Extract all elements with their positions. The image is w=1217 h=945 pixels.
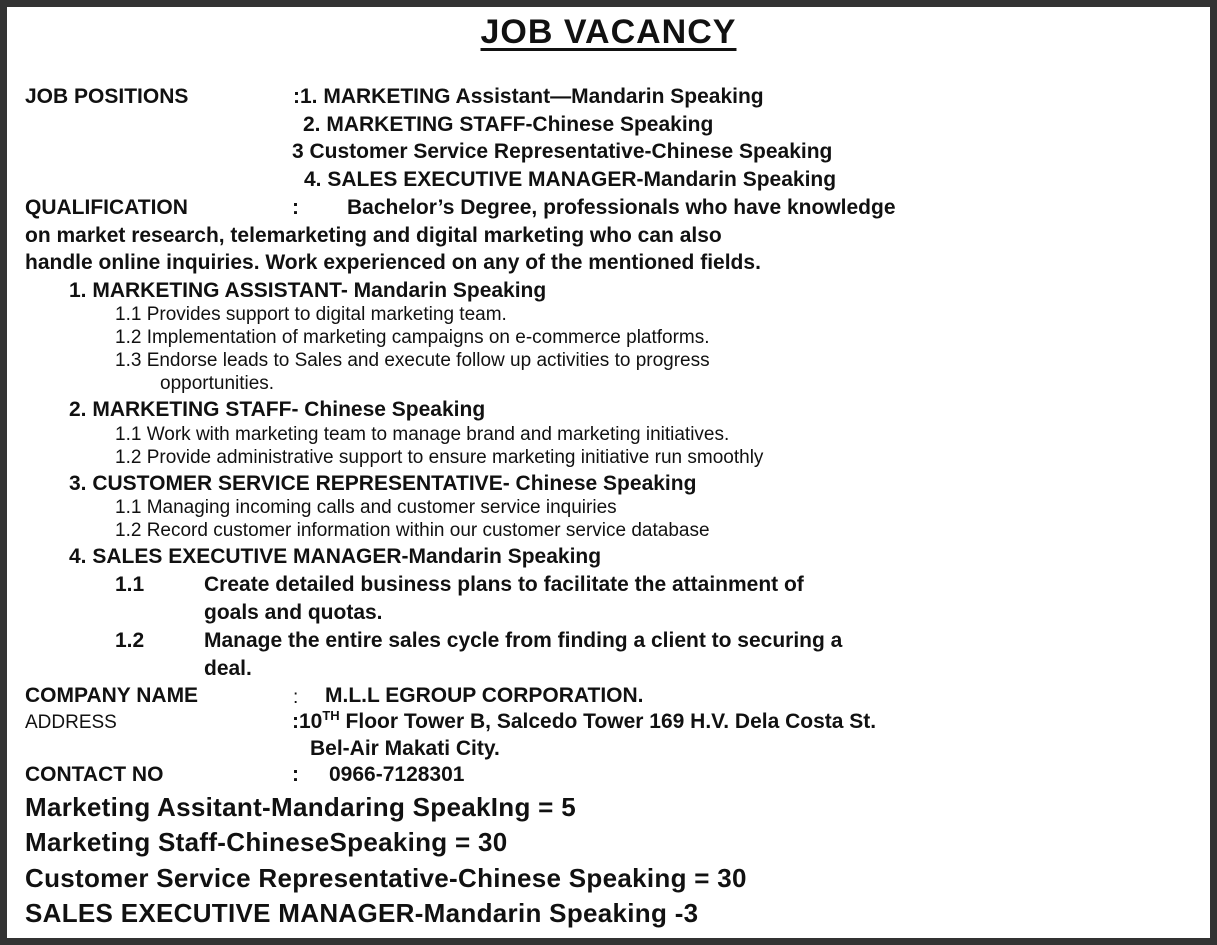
section-4-duty-1-line-2: goals and quotas.: [204, 601, 383, 624]
company-label: COMPANY NAME: [25, 684, 199, 707]
section-3-heading: 3. CUSTOMER SERVICE REPRESENTATIVE- Chinese Speaking: [69, 472, 697, 495]
section-2-duty-1: 1.1 Work with marketing team to manage brand and marketing initiatives.: [115, 424, 730, 445]
section-2-heading: 2. MARKETING STAFF- Chinese Speaking: [69, 398, 486, 421]
section-4-duty-2-line-2: deal.: [204, 657, 252, 680]
section-3-duty-1: 1.1 Managing incoming calls and customer service inquiries: [115, 497, 617, 518]
address-line-1: :10TH Floor Tower B, Salcedo Tower 169 H.V. Dela Costa St.: [292, 708, 877, 733]
section-4-heading: 4. SALES EXECUTIVE MANAGER-Mandarin Speaking: [69, 545, 602, 568]
section-1-duty-2: 1.2 Implementation of marketing campaigns on e-commerce platforms.: [115, 327, 710, 348]
opening-marketing-assistant: Marketing Assitant-Mandaring SpeakIng = 5: [25, 792, 576, 822]
section-4-duty-2-line-1: Manage the entire sales cycle from finding a client to securing a: [204, 629, 843, 652]
opening-sales-executive: SALES EXECUTIVE MANAGER-Mandarin Speaking -3: [25, 898, 699, 928]
section-1-duty-3: 1.3 Endorse leads to Sales and execute follow up activities to progress: [115, 350, 710, 371]
opening-marketing-staff: Marketing Staff-ChineseSpeaking = 30: [25, 827, 508, 857]
address-label: ADDRESS: [25, 712, 117, 733]
qualification-label: QUALIFICATION: [25, 196, 188, 219]
section-4-duty-1-line-1: Create detailed business plans to facilitate the attainment of: [204, 573, 804, 596]
company-colon: :: [293, 687, 299, 708]
section-1-heading: 1. MARKETING ASSISTANT- Mandarin Speaking: [69, 279, 547, 302]
job-positions-label: JOB POSITIONS: [25, 85, 189, 108]
contact-colon: :: [292, 763, 299, 786]
qualification-line-2: on market research, telemarketing and digital marketing who can also: [25, 224, 722, 247]
company-name: M.L.L EGROUP CORPORATION.: [325, 684, 644, 707]
contact-label: CONTACT NO: [25, 763, 164, 786]
section-1-duty-1: 1.1 Provides support to digital marketing team.: [115, 304, 507, 325]
section-1-duty-3-cont: opportunities.: [160, 373, 275, 394]
job-position-2: 2. MARKETING STAFF-Chinese Speaking: [303, 113, 714, 136]
section-3-duty-2: 1.2 Record customer information within our customer service database: [115, 520, 710, 541]
contact-number: 0966-7128301: [329, 763, 465, 786]
opening-customer-service: Customer Service Representative-Chinese Speaking = 30: [25, 863, 747, 893]
section-4-duty-1-num: 1.1: [115, 573, 145, 596]
job-position-4: 4. SALES EXECUTIVE MANAGER-Mandarin Speaking: [304, 168, 837, 191]
job-position-1: :1. MARKETING Assistant—Mandarin Speaking: [293, 85, 764, 108]
qualification-colon: :: [292, 196, 299, 219]
section-2-duty-2: 1.2 Provide administrative support to ensure marketing initiative run smoothly: [115, 447, 764, 468]
section-4-duty-2-num: 1.2: [115, 629, 145, 652]
qualification-line-3: handle online inquiries. Work experienced on any of the mentioned fields.: [25, 251, 761, 274]
address-line-2: Bel-Air Makati City.: [310, 737, 500, 760]
job-position-3: 3 Customer Service Representative-Chinese Speaking: [292, 140, 833, 163]
qualification-line-1: Bachelor’s Degree, professionals who have knowledge: [347, 196, 896, 219]
page-title: JOB VACANCY: [480, 13, 737, 51]
